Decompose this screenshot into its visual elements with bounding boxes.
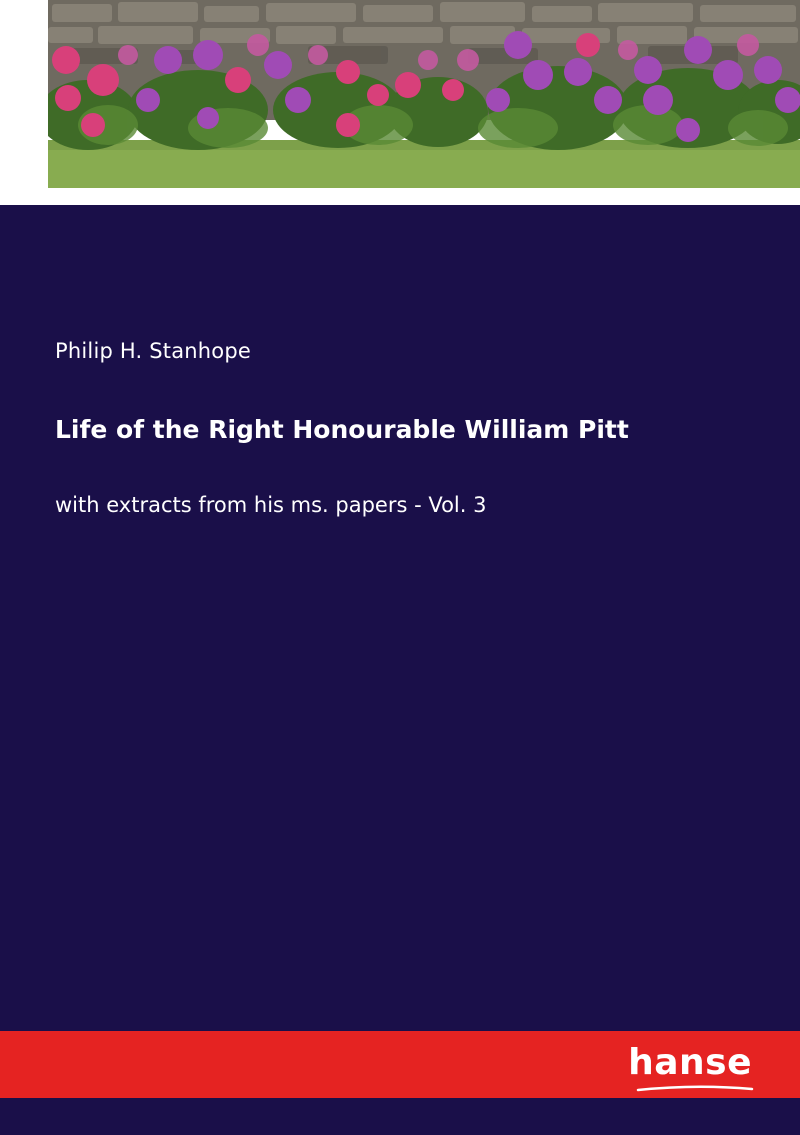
cover-bottom-strip [0,1098,800,1135]
publisher-logo-swoosh [636,1083,754,1093]
book-subtitle: with extracts from his ms. papers - Vol. 3 [55,493,487,517]
book-title: Life of the Right Honourable William Pitt [55,415,629,444]
hydrangea-photo-illustration [48,0,800,188]
cover-background [0,205,800,1031]
author-name: Philip H. Stanhope [55,339,252,363]
publisher-logo: hanse [628,1042,752,1083]
cover-photo [48,0,800,188]
